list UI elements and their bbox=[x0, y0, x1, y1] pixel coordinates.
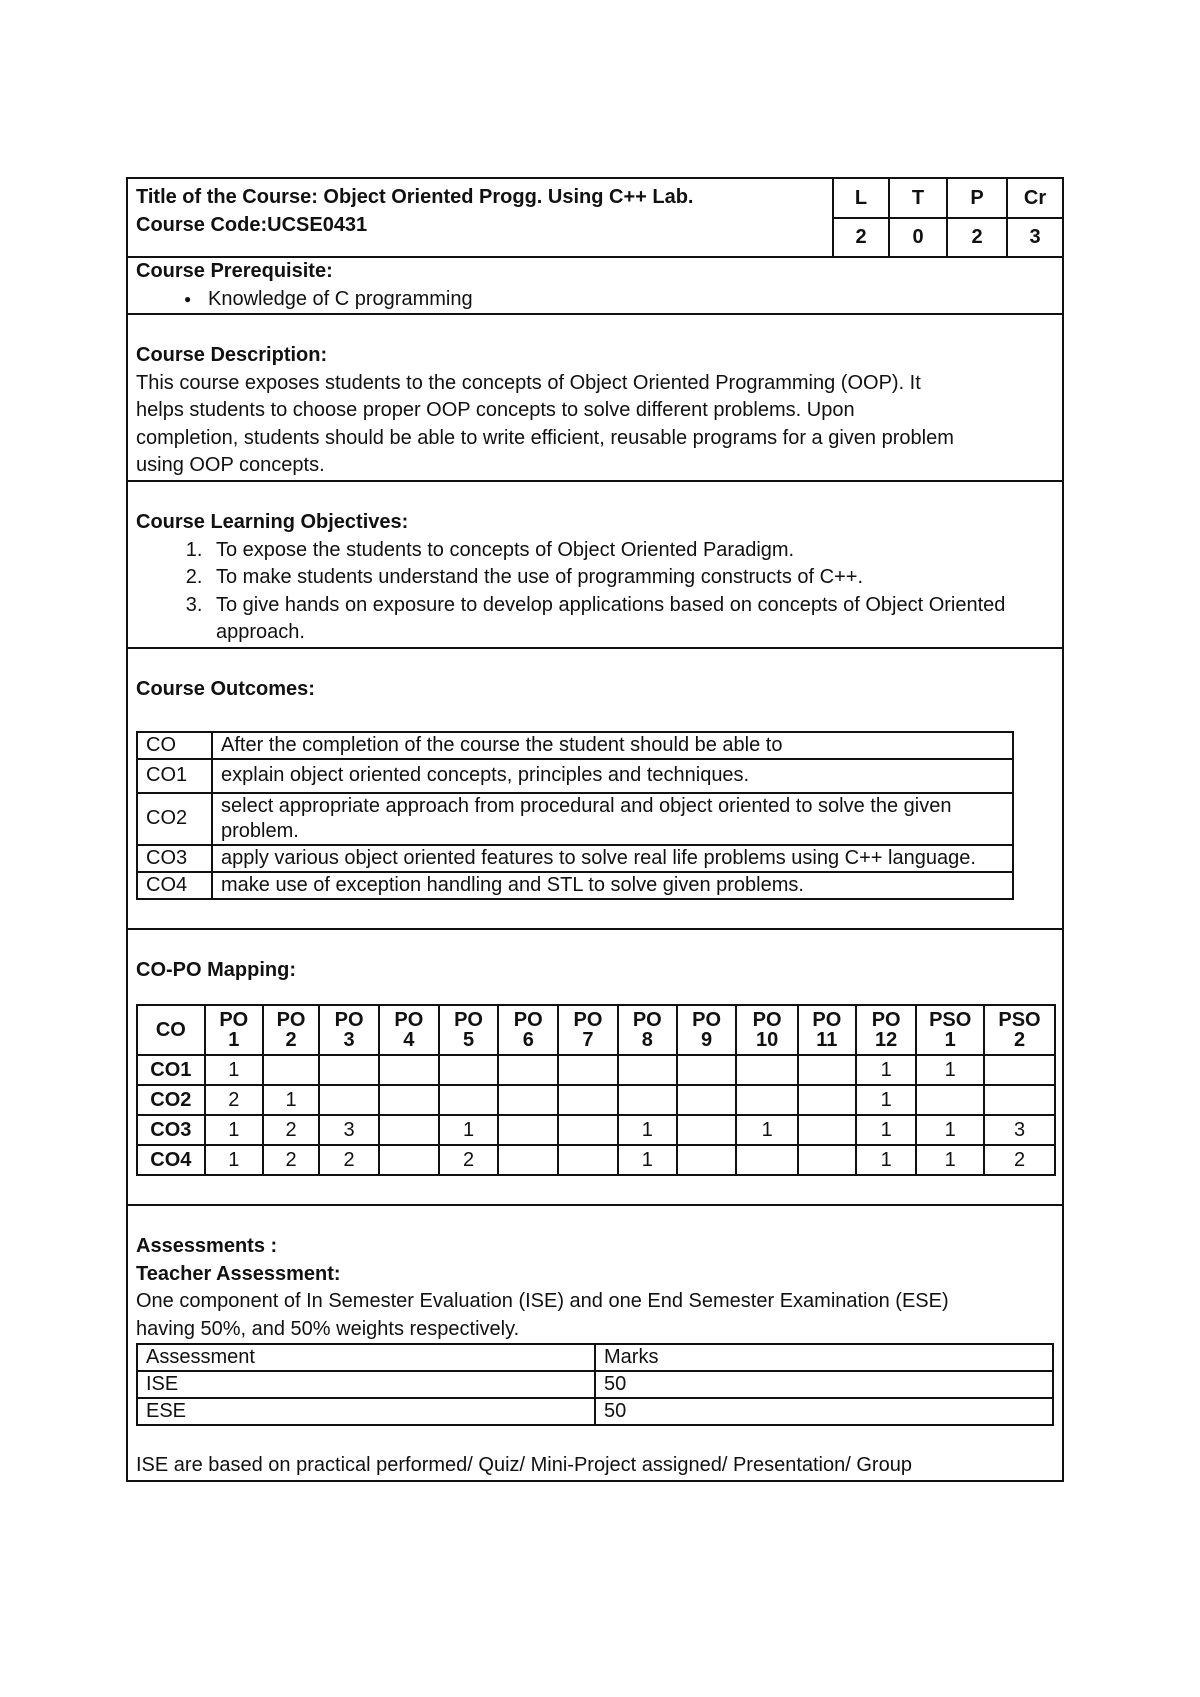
ltpc-value-l: 2 bbox=[833, 218, 889, 256]
mapping-cell: 1 bbox=[916, 1145, 984, 1175]
mapping-cell: 1 bbox=[856, 1085, 917, 1115]
objective-item: 2. To make students understand the use of programming constructs of C++. bbox=[208, 564, 1054, 592]
prerequisite-item: ● Knowledge of C programming bbox=[136, 286, 1054, 314]
mapping-header-number: 11 bbox=[816, 1029, 838, 1051]
assessments-section bbox=[128, 1204, 1062, 1480]
mapping-row-label: CO3 bbox=[137, 1115, 205, 1145]
mapping-cell bbox=[618, 1055, 677, 1085]
mapping-cell: 3 bbox=[319, 1115, 379, 1145]
objective-item: 3. To give hands on exposure to develop applications based on concepts of Object Oriented approach. bbox=[208, 592, 1054, 647]
mapping-cell bbox=[379, 1145, 439, 1175]
mapping-header-label: PO bbox=[394, 1009, 424, 1031]
mapping-header-number: 4 bbox=[403, 1029, 415, 1051]
mapping-header-cell bbox=[263, 1005, 319, 1055]
mapping-header-cell bbox=[439, 1005, 499, 1055]
ltpc-value-cr: 3 bbox=[1007, 218, 1062, 256]
co-id-cell: CO1 bbox=[137, 759, 212, 793]
table-row bbox=[137, 732, 1013, 759]
co-text-cell: select appropriate approach from procedural and object oriented to solve the given problem. bbox=[212, 793, 1013, 845]
mapping-cell bbox=[439, 1085, 499, 1115]
mapping-cell: 1 bbox=[856, 1055, 917, 1085]
mapping-cell bbox=[319, 1085, 379, 1115]
mapping-cell bbox=[558, 1115, 618, 1145]
mapping-header-cell bbox=[379, 1005, 439, 1055]
mapping-header-number: 2 bbox=[285, 1029, 297, 1051]
table-row bbox=[137, 1344, 1053, 1371]
mapping-cell bbox=[379, 1115, 439, 1145]
mapping-row-label: CO1 bbox=[137, 1055, 205, 1085]
mapping-cell: 2 bbox=[439, 1145, 499, 1175]
mapping-heading: CO-PO Mapping: bbox=[136, 958, 296, 981]
mapping-header-cell bbox=[984, 1005, 1055, 1055]
mapping-header-cell bbox=[677, 1005, 737, 1055]
assessment-name-cell: ESE bbox=[137, 1398, 595, 1425]
marks-header-cell: Marks bbox=[595, 1344, 1053, 1371]
mapping-header-label: PO bbox=[752, 1009, 782, 1031]
table-row bbox=[137, 1055, 1055, 1085]
table-row bbox=[137, 1085, 1055, 1115]
course-code: Course Code:UCSE0431 bbox=[136, 214, 368, 236]
mapping-header-cell bbox=[618, 1005, 677, 1055]
description-heading: Course Description: bbox=[136, 344, 328, 366]
table-row bbox=[137, 1371, 1053, 1398]
mapping-cell: 2 bbox=[984, 1145, 1055, 1175]
mapping-cell: 1 bbox=[439, 1115, 499, 1145]
objective-item: 1. To expose the students to concepts of Object Oriented Paradigm. bbox=[208, 537, 1054, 565]
co-id-cell: CO bbox=[137, 732, 212, 759]
mapping-cell: 2 bbox=[263, 1145, 319, 1175]
description-line: completion, students should be able to write efficient, reusable programs for a given problem bbox=[136, 426, 954, 449]
mapping-cell bbox=[498, 1115, 558, 1145]
prerequisite-list bbox=[136, 286, 1054, 314]
course-header-section bbox=[128, 179, 1062, 256]
mapping-cell: 1 bbox=[916, 1115, 984, 1145]
mapping-header-label: PSO bbox=[929, 1009, 972, 1031]
mapping-header-cell bbox=[498, 1005, 558, 1055]
mapping-header-label: PSO bbox=[998, 1009, 1041, 1031]
description-section bbox=[128, 313, 1062, 480]
table-row bbox=[137, 1115, 1055, 1145]
ltpc-value-p: 2 bbox=[947, 218, 1007, 256]
mapping-cell bbox=[618, 1085, 677, 1115]
co-id-cell: CO4 bbox=[137, 872, 212, 899]
mapping-cell: 1 bbox=[263, 1085, 319, 1115]
co-text-cell: explain object oriented concepts, principles and techniques. bbox=[212, 759, 1013, 793]
mapping-header-label: PO bbox=[219, 1009, 249, 1031]
mapping-cell bbox=[916, 1085, 984, 1115]
mapping-cell bbox=[736, 1085, 797, 1115]
assessment-description-line: One component of In Semester Evaluation (ISE) and one End Semester Examination (ESE) bbox=[136, 1290, 949, 1312]
mapping-cell: 1 bbox=[205, 1055, 263, 1085]
table-row bbox=[137, 1398, 1053, 1425]
table-row bbox=[137, 759, 1013, 793]
mapping-cell bbox=[798, 1055, 856, 1085]
outcomes-section bbox=[128, 647, 1062, 928]
mapping-header-number: 5 bbox=[462, 1029, 475, 1051]
table-row bbox=[137, 793, 1013, 845]
mapping-cell bbox=[677, 1055, 737, 1085]
mapping-cell bbox=[263, 1055, 319, 1085]
table-row bbox=[137, 1145, 1055, 1175]
mapping-header-cell bbox=[798, 1005, 856, 1055]
mapping-cell: 2 bbox=[319, 1145, 379, 1175]
teacher-assessment-heading: Teacher Assessment: bbox=[136, 1262, 341, 1285]
mapping-header-number: 1 bbox=[228, 1029, 240, 1051]
co-id-cell: CO3 bbox=[137, 845, 212, 872]
mapping-header-number: 8 bbox=[641, 1029, 653, 1051]
mapping-cell: 1 bbox=[618, 1145, 677, 1175]
mapping-header-number: 9 bbox=[701, 1029, 713, 1051]
mapping-cell bbox=[558, 1145, 618, 1175]
mapping-cell bbox=[798, 1145, 856, 1175]
course-title-block bbox=[128, 179, 832, 256]
mapping-header-number: 6 bbox=[522, 1029, 534, 1051]
assessment-footer-text: ISE are based on practical performed/ Quiz/ Mini-Project assigned/ Presentation/ Group bbox=[136, 1454, 912, 1476]
mapping-cell bbox=[498, 1145, 558, 1175]
assessment-description-line: having 50%, and 50% weights respectively. bbox=[136, 1317, 520, 1340]
mapping-header-label: PO bbox=[692, 1009, 722, 1031]
mapping-cell: 2 bbox=[205, 1085, 263, 1115]
mapping-section bbox=[128, 928, 1062, 1205]
mapping-header-number: 10 bbox=[756, 1029, 779, 1051]
mapping-header-cell bbox=[856, 1005, 917, 1055]
assessment-marks-cell: 50 bbox=[595, 1371, 1053, 1398]
mapping-header-number: 12 bbox=[875, 1029, 898, 1051]
mapping-cell bbox=[498, 1055, 558, 1085]
table-row bbox=[137, 845, 1013, 872]
mapping-cell bbox=[798, 1115, 856, 1145]
assessment-name-cell: ISE bbox=[137, 1371, 595, 1398]
mapping-cell bbox=[798, 1085, 856, 1115]
course-title: Title of the Course: Object Oriented Progg. Using C++ Lab. bbox=[136, 186, 694, 208]
mapping-cell: 1 bbox=[205, 1145, 263, 1175]
co-text-cell: After the completion of the course the student should be able to bbox=[212, 732, 1013, 759]
mapping-row-label: CO4 bbox=[137, 1145, 205, 1175]
assessments-heading: Assessments : bbox=[136, 1235, 278, 1257]
mapping-header-number: 7 bbox=[582, 1029, 594, 1051]
objectives-section bbox=[128, 480, 1062, 647]
mapping-header-number: 2 bbox=[1013, 1029, 1026, 1051]
ltpc-value-t: 0 bbox=[889, 218, 947, 256]
mapping-cell bbox=[558, 1055, 618, 1085]
mapping-cell bbox=[984, 1085, 1055, 1115]
assessment-marks-table bbox=[136, 1343, 1054, 1426]
mapping-header-label: PO bbox=[871, 1009, 901, 1031]
prerequisite-heading: Course Prerequisite: bbox=[136, 260, 333, 282]
mapping-header-label: PO bbox=[513, 1009, 543, 1031]
mapping-cell bbox=[677, 1145, 737, 1175]
assessment-marks-cell: 50 bbox=[595, 1398, 1053, 1425]
mapping-header-cell bbox=[558, 1005, 618, 1055]
ltpc-header-cr: Cr bbox=[1007, 179, 1062, 218]
mapping-header-cell bbox=[137, 1005, 205, 1055]
assessment-header-cell: Assessment bbox=[137, 1344, 595, 1371]
description-line: using OOP concepts. bbox=[136, 454, 325, 476]
mapping-header-cell bbox=[319, 1005, 379, 1055]
mapping-cell bbox=[379, 1085, 439, 1115]
mapping-header-label: PO bbox=[573, 1009, 603, 1031]
mapping-cell bbox=[984, 1055, 1055, 1085]
co-po-mapping-table bbox=[136, 1004, 1056, 1176]
mapping-header-number: 3 bbox=[343, 1029, 355, 1051]
mapping-cell: 1 bbox=[856, 1145, 917, 1175]
mapping-cell bbox=[439, 1055, 499, 1085]
description-line: This course exposes students to the concepts of Object Oriented Programming (OOP). It bbox=[136, 371, 921, 394]
mapping-header-cell bbox=[736, 1005, 797, 1055]
mapping-header-label: PO bbox=[812, 1009, 842, 1031]
mapping-cell: 1 bbox=[736, 1115, 797, 1145]
objectives-heading: Course Learning Objectives: bbox=[136, 511, 409, 533]
ltpc-header-p: P bbox=[947, 179, 1007, 218]
co-text-cell: make use of exception handling and STL to solve given problems. bbox=[212, 872, 1013, 899]
mapping-cell bbox=[677, 1085, 737, 1115]
mapping-cell: 2 bbox=[263, 1115, 319, 1145]
mapping-cell: 3 bbox=[984, 1115, 1055, 1145]
mapping-cell bbox=[677, 1115, 737, 1145]
mapping-header-cell bbox=[205, 1005, 263, 1055]
prerequisite-section bbox=[128, 256, 1062, 313]
outcomes-heading: Course Outcomes: bbox=[136, 678, 315, 700]
co-text-cell: apply various object oriented features to solve real life problems using C++ language. bbox=[212, 845, 1013, 872]
mapping-cell: 1 bbox=[856, 1115, 917, 1145]
mapping-cell: 1 bbox=[916, 1055, 984, 1085]
table-row bbox=[137, 872, 1013, 899]
mapping-cell bbox=[736, 1055, 797, 1085]
mapping-cell bbox=[319, 1055, 379, 1085]
mapping-header-label: PO bbox=[454, 1009, 483, 1031]
description-line: helps students to choose proper OOP concepts to solve different problems. Upon bbox=[136, 399, 855, 421]
ltpc-header-t: T bbox=[889, 179, 947, 218]
mapping-cell bbox=[736, 1145, 797, 1175]
mapping-cell bbox=[379, 1055, 439, 1085]
mapping-header-row bbox=[137, 1005, 1055, 1055]
ltpc-header-l: L bbox=[833, 179, 889, 218]
outcomes-table bbox=[136, 731, 1014, 900]
mapping-cell bbox=[498, 1085, 558, 1115]
mapping-row-label: CO2 bbox=[137, 1085, 205, 1115]
mapping-cell: 1 bbox=[205, 1115, 263, 1145]
mapping-header-label: CO bbox=[155, 1019, 186, 1041]
mapping-header-label: PO bbox=[334, 1009, 364, 1031]
mapping-header-number: 1 bbox=[944, 1029, 956, 1051]
mapping-header-label: PO bbox=[276, 1009, 306, 1031]
mapping-header-label: PO bbox=[632, 1009, 662, 1031]
course-syllabus-frame bbox=[126, 177, 1064, 1482]
objectives-list bbox=[136, 537, 1054, 647]
mapping-header-cell bbox=[916, 1005, 984, 1055]
mapping-cell: 1 bbox=[618, 1115, 677, 1145]
mapping-cell bbox=[558, 1085, 618, 1115]
ltpc-table bbox=[832, 179, 1062, 256]
co-id-cell: CO2 bbox=[137, 793, 212, 845]
